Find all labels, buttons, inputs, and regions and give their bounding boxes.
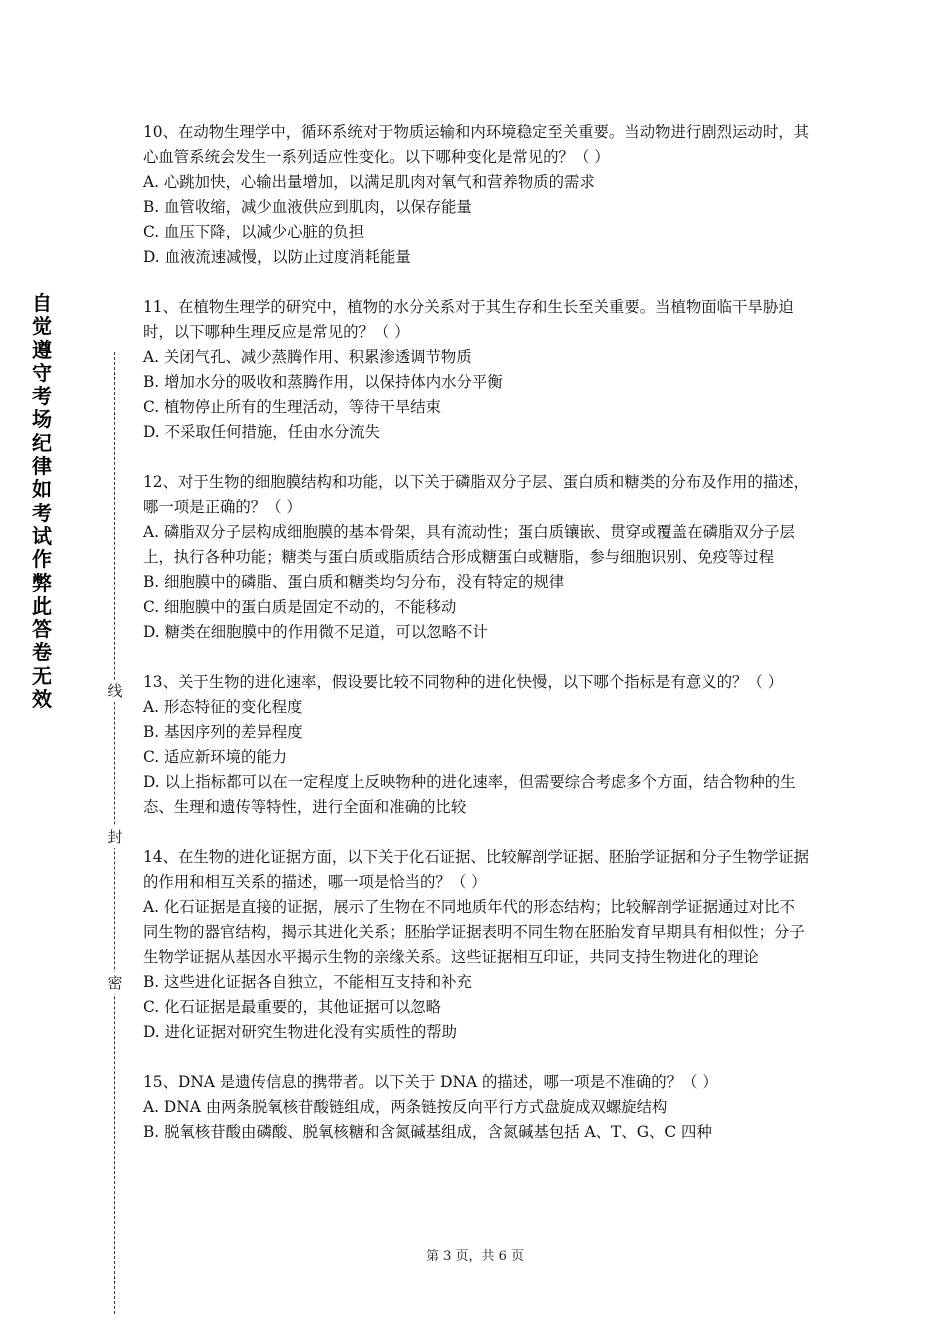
option-a: A. 化石证据是直接的证据，展示了生物在不同地质年代的形态结构；比较解剖学证据通过对比不同生物的器官结构，揭示其进化关系；胚胎学证据表明不同生物在胚胎发育早期具有相似性；分子生物学证据从基因水平揭示生物的亲缘关系。这些证据相互印证，共同支持生物进化的理论	[143, 898, 805, 966]
question-stem: 10、在动物生理学中，循环系统对于物质运输和内环境稳定至关重要。当动物进行剧烈运动时，其心血管系统会发生一系列适应性变化。以下哪种变化是常见的？（ ）	[143, 123, 809, 166]
question-stem: 12、对于生物的细胞膜结构和功能，以下关于磷脂双分子层、蛋白质和糖类的分布及作用的描述，哪一项是正确的？（ ）	[143, 473, 809, 516]
option-b: B. 这些进化证据各自独立，不能相互支持和补充	[143, 973, 472, 991]
option-b: B. 基因序列的差异程度	[143, 723, 303, 741]
question-10	[143, 120, 809, 270]
option-c: C. 化石证据是最重要的，其他证据可以忽略	[143, 998, 442, 1016]
page-number: 第 3 页，共 6 页	[425, 1249, 525, 1264]
question-11	[143, 295, 809, 445]
option-d: D. 不采取任何措施，任由水分流失	[143, 423, 381, 441]
question-15	[143, 1070, 809, 1145]
option-b: B. 血管收缩，减少血液供应到肌肉，以保存能量	[143, 198, 472, 216]
option-d: D. 以上指标都可以在一定程度上反映物种的进化速率，但需要综合考虑多个方面，结合物种的生态、生理和遗传等特性，进行全面和准确的比较	[143, 773, 796, 816]
question-stem: 14、在生物的进化证据方面，以下关于化石证据、比较解剖学证据、胚胎学证据和分子生物学证据的作用和相互关系的描述，哪一项是恰当的？（ ）	[143, 848, 809, 891]
option-b: B. 细胞膜中的磷脂、蛋白质和糖类均匀分布，没有特定的规律	[143, 573, 565, 591]
option-a: A. 关闭气孔、减少蒸腾作用、积累渗透调节物质	[143, 348, 472, 366]
option-a: A. DNA 由两条脱氧核苷酸链组成，两条链按反向平行方式盘旋成双螺旋结构	[143, 1098, 668, 1116]
exam-discipline-notice: 自觉遵守考场纪律如考试作弊此答卷无效	[32, 291, 52, 712]
option-c: C. 植物停止所有的生理活动，等待干旱结束	[143, 398, 442, 416]
option-c: C. 细胞膜中的蛋白质是固定不动的，不能移动	[143, 598, 457, 616]
question-stem: 15、DNA 是遗传信息的携带者。以下关于 DNA 的描述，哪一项是不准确的？（ ）	[143, 1073, 718, 1091]
binding-label-line: 线	[104, 680, 126, 702]
option-b: B. 脱氧核苷酸由磷酸、脱氧核糖和含氮碱基组成，含氮碱基包括 A、T、G、C 四种	[143, 1123, 712, 1141]
option-a: A. 磷脂双分子层构成细胞膜的基本骨架，具有流动性；蛋白质镶嵌、贯穿或覆盖在磷脂双分子层上，执行各种功能；糖类与蛋白质或脂质结合形成糖蛋白或糖脂，参与细胞识别、免疫等过程	[143, 523, 795, 566]
binding-label-secret: 密	[104, 972, 126, 994]
question-stem: 11、在植物生理学的研究中，植物的水分关系对于其生存和生长至关重要。当植物面临干旱胁迫时，以下哪种生理反应是常见的？（ ）	[143, 298, 794, 341]
binding-label-seal: 封	[104, 826, 126, 848]
option-a: A. 形态特征的变化程度	[143, 698, 303, 716]
option-d: D. 血液流速减慢，以防止过度消耗能量	[143, 248, 411, 266]
question-14	[143, 845, 809, 1045]
option-b: B. 增加水分的吸收和蒸腾作用，以保持体内水分平衡	[143, 373, 503, 391]
option-d: D. 进化证据对研究生物进化没有实质性的帮助	[143, 1023, 457, 1041]
question-list	[143, 120, 809, 1170]
question-12	[143, 470, 809, 645]
option-c: C. 血压下降，以减少心脏的负担	[143, 223, 365, 241]
option-a: A. 心跳加快，心输出量增加，以满足肌肉对氧气和营养物质的需求	[143, 173, 595, 191]
option-c: C. 适应新环境的能力	[143, 748, 288, 766]
question-stem: 13、关于生物的进化速率，假设要比较不同物种的进化快慢，以下哪个指标是有意义的？（ ）	[143, 673, 784, 691]
question-13	[143, 670, 809, 820]
option-d: D. 糖类在细胞膜中的作用微不足道，可以忽略不计	[143, 623, 488, 641]
